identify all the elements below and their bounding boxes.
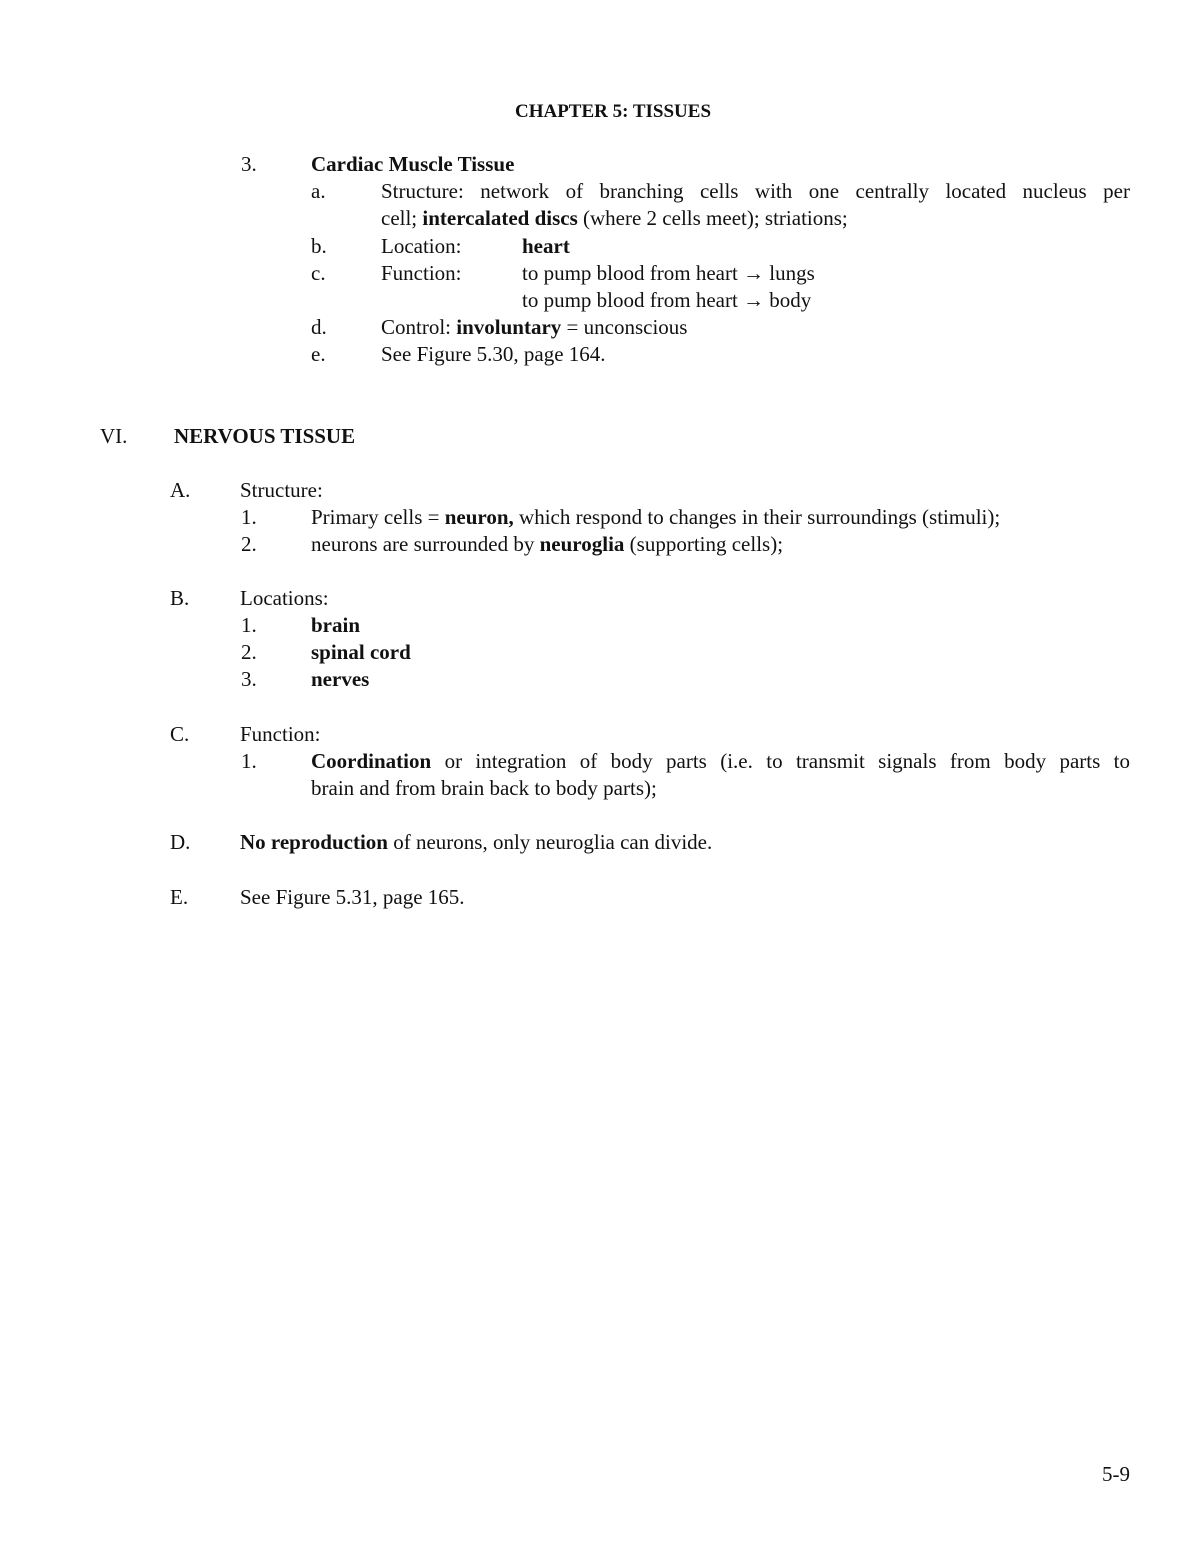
intercalated-discs-term: intercalated discs: [422, 206, 578, 230]
nervous-c-item1-rest: or integration of body parts (i.e. to transmit signals from body parts to: [431, 749, 1130, 773]
nervous-b-item1: [311, 612, 360, 639]
cardiac-a-line2: [381, 205, 848, 232]
location-spinal-cord: spinal cord: [311, 640, 411, 664]
nervous-d-rest: of neurons, only neuroglia can divide.: [387, 830, 713, 854]
cardiac-e-text: See Figure 5.30, page 164.: [381, 342, 606, 366]
nervous-e-text: See Figure 5.31, page 165.: [240, 885, 465, 909]
nervous-a-item2-post: (supporting cells);: [624, 532, 784, 556]
cardiac-c-label: c.: [311, 261, 326, 285]
nervous-e-label: E.: [170, 885, 189, 909]
nervous-section-heading: [174, 423, 355, 450]
cardiac-a-line2-pre: cell;: [381, 206, 423, 230]
nervous-a-item2-number: 2.: [241, 532, 257, 556]
nervous-c-item1-number: 1.: [241, 749, 257, 773]
cardiac-d-pre: Control:: [381, 315, 457, 339]
cardiac-b-label: b.: [311, 234, 327, 258]
nervous-c-label: C.: [170, 722, 190, 746]
page-number: 5-9: [1102, 1462, 1130, 1486]
cardiac-b-value: [522, 233, 570, 260]
no-reproduction-term: No reproduction: [240, 830, 388, 854]
nervous-b-item2: [311, 639, 411, 666]
cardiac-item-number: 3.: [241, 152, 257, 176]
cardiac-b-key: Location:: [381, 234, 462, 258]
nervous-section-number: VI.: [100, 424, 128, 448]
nervous-a-item1-post: which respond to changes in their surroundings (stimuli);: [513, 505, 1001, 529]
nervous-a-item1-pre: Primary cells =: [311, 505, 445, 529]
nervous-d-text: [240, 829, 712, 856]
nervous-heading-text: NERVOUS TISSUE: [174, 424, 356, 448]
cardiac-heading: [311, 151, 514, 178]
location-heart: heart: [522, 234, 570, 258]
coordination-term: Coordination: [311, 749, 432, 773]
nervous-a-item1-text: [311, 504, 1000, 531]
nervous-c-item1-line2: brain and from brain back to body parts);: [311, 776, 657, 800]
nervous-a-item2-text: [311, 531, 783, 558]
nervous-b-item2-number: 2.: [241, 640, 257, 664]
cardiac-a-line1: Structure: network of branching cells with one centrally located nucleus per: [381, 179, 1130, 203]
nervous-c-title: Function:: [240, 722, 321, 746]
neuron-term: neuron,: [444, 505, 514, 529]
cardiac-d-text: [381, 314, 687, 341]
neuroglia-term: neuroglia: [539, 532, 625, 556]
chapter-title: CHAPTER 5: TISSUES: [514, 101, 712, 122]
nervous-c-item1-line1: [311, 748, 1130, 775]
cardiac-heading-text: Cardiac Muscle Tissue: [311, 152, 515, 176]
cardiac-d-label: d.: [311, 315, 327, 339]
nervous-b-item3-number: 3.: [241, 667, 257, 691]
cardiac-e-label: e.: [311, 342, 326, 366]
nervous-a-item1-number: 1.: [241, 505, 257, 529]
nervous-b-title: Locations:: [240, 586, 329, 610]
nervous-a-label: A.: [170, 478, 191, 502]
nervous-a-item2-pre: neurons are surrounded by: [311, 532, 540, 556]
cardiac-c-value-lungs: to pump blood from heart → lungs: [522, 261, 815, 285]
location-brain: brain: [311, 613, 361, 637]
cardiac-c-key: Function:: [381, 261, 462, 285]
nervous-b-item3: [311, 666, 369, 693]
cardiac-c-value-body: to pump blood from heart → body: [522, 288, 812, 312]
cardiac-a-label: a.: [311, 179, 326, 203]
involuntary-term: involuntary: [456, 315, 562, 339]
nervous-b-item1-number: 1.: [241, 613, 257, 637]
cardiac-d-post: = unconscious: [561, 315, 688, 339]
nervous-d-label: D.: [170, 830, 191, 854]
nervous-b-label: B.: [170, 586, 190, 610]
location-nerves: nerves: [311, 667, 370, 691]
cardiac-a-line2-post: (where 2 cells meet); striations;: [577, 206, 848, 230]
nervous-a-title: Structure:: [240, 478, 323, 502]
